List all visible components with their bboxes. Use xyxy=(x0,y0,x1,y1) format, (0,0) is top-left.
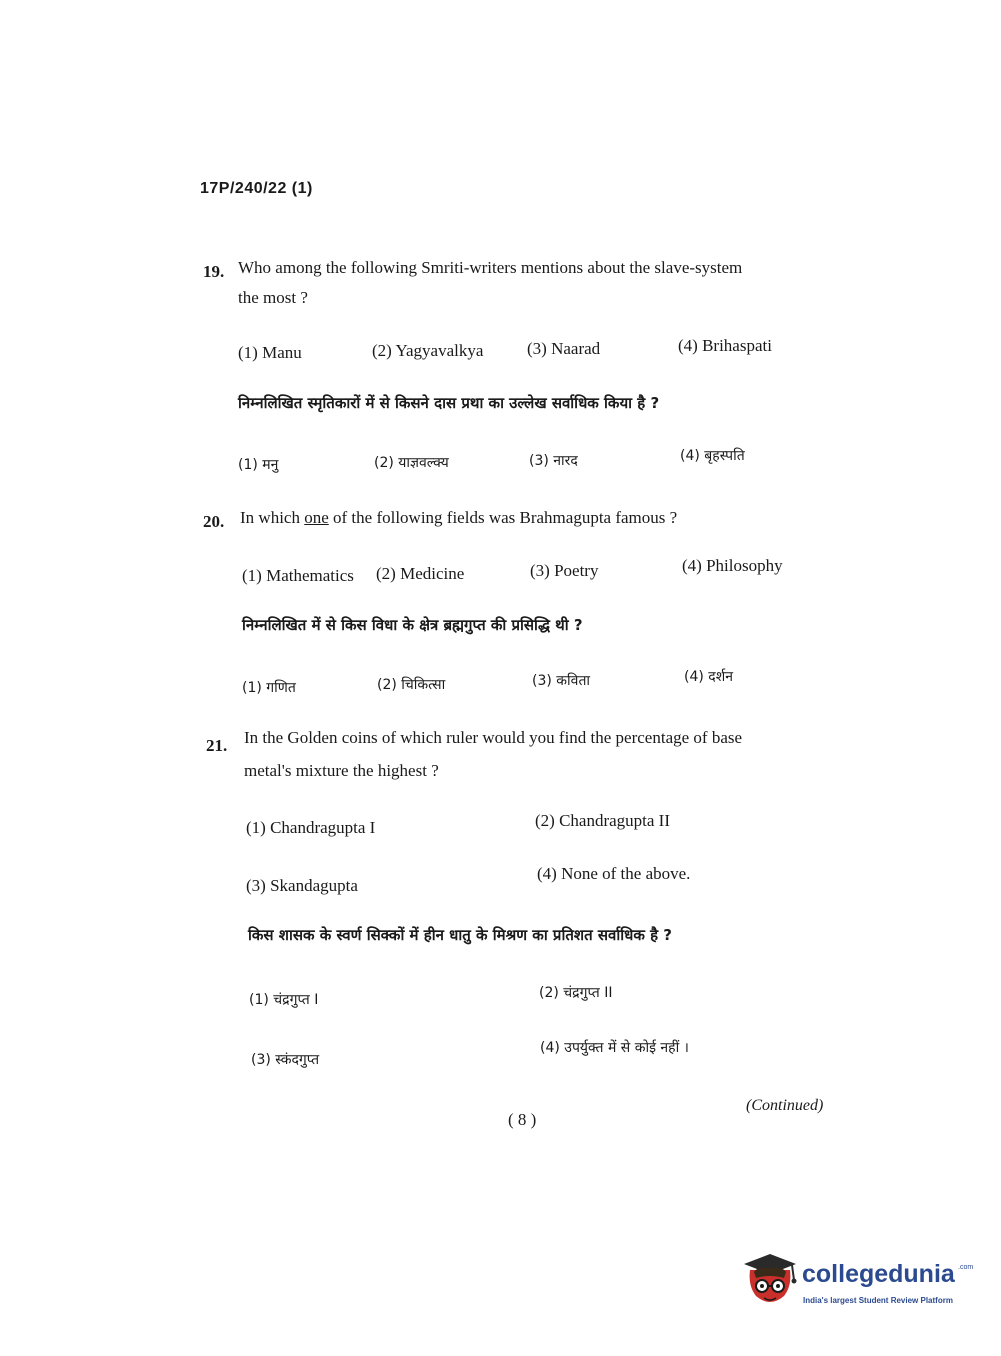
q21-option-1: (1) Chandragupta I xyxy=(246,818,376,837)
q21-option-4: (4) None of the above. xyxy=(537,864,691,883)
q20-option-4: (4) Philosophy xyxy=(682,556,783,575)
question-21-number: 21. xyxy=(206,736,228,755)
logo-domain: .com xyxy=(958,1264,974,1271)
logo-brand-name: collegedunia xyxy=(802,1260,955,1288)
question-21-text-line2: metal's mixture the highest ? xyxy=(244,761,439,780)
q19-option-1: (1) Manu xyxy=(238,343,302,362)
q21-hindi-option-3: (3) स्कंदगुप्त xyxy=(251,1052,320,1068)
question-19-text-line1: Who among the following Smriti-writers mentions about the slave-system xyxy=(238,258,743,277)
question-19-number: 19. xyxy=(203,262,225,281)
q20-option-3: (3) Poetry xyxy=(530,561,599,580)
question-21-hindi-text: किस शासक के स्वर्ण सिक्कों में हीन धातु के मिश्रण का प्रतिशत सर्वाधिक है ? xyxy=(248,926,672,944)
q20-text-post: of the following fields was Brahmagupta famous ? xyxy=(328,508,678,527)
q19-hindi-option-4: (4) बृहस्पति xyxy=(680,448,745,464)
q20-hindi-option-3: (3) कविता xyxy=(532,673,591,689)
q20-hindi-option-1: (1) गणित xyxy=(242,680,296,696)
q19-option-4: (4) Brihaspati xyxy=(678,336,772,355)
q21-option-3: (3) Skandagupta xyxy=(246,876,358,895)
question-19-hindi-text: निम्नलिखित स्मृतिकारों में से किसने दास प्रथा का उल्लेख सर्वाधिक किया है ? xyxy=(238,394,660,412)
question-20-text xyxy=(240,508,677,528)
q20-text-underlined: one xyxy=(304,508,329,527)
question-20-hindi-text: निम्नलिखित में से किस विधा के क्षेत्र ब्रह्मगुप्त की प्रसिद्धि थी ? xyxy=(242,616,583,634)
q20-option-2: (2) Medicine xyxy=(376,564,465,583)
q19-option-2: (2) Yagyavalkya xyxy=(372,341,484,360)
collegedunia-watermark xyxy=(740,1250,974,1320)
paper-code: 17P/240/22 (1) xyxy=(200,180,313,197)
q20-text-pre: In which xyxy=(240,508,305,527)
logo-tagline: India's largest Student Review Platform xyxy=(803,1296,953,1305)
q19-hindi-option-2: (2) याज्ञवल्क्य xyxy=(374,455,449,471)
q19-option-3: (3) Naarad xyxy=(527,339,601,358)
q21-hindi-option-4: (4) उपर्युक्त में से कोई नहीं । xyxy=(540,1040,689,1056)
question-20-number: 20. xyxy=(203,512,225,531)
q20-hindi-option-2: (2) चिकित्सा xyxy=(377,677,446,693)
q20-hindi-option-4: (4) दर्शन xyxy=(684,669,734,685)
q19-hindi-option-3: (3) नारद xyxy=(529,453,578,469)
q21-hindi-option-2: (2) चंद्रगुप्त II xyxy=(539,985,613,1001)
question-21-text-line1: In the Golden coins of which ruler would you find the percentage of base xyxy=(244,728,743,747)
q20-option-1: (1) Mathematics xyxy=(242,566,354,585)
page-number: ( 8 ) xyxy=(508,1110,537,1129)
mascot-icon xyxy=(740,1250,800,1314)
q19-hindi-option-1: (1) मनु xyxy=(238,457,279,473)
q21-option-2: (2) Chandragupta II xyxy=(535,811,671,830)
q21-hindi-option-1: (1) चंद्रगुप्त I xyxy=(249,992,319,1008)
question-19-text-line2: the most ? xyxy=(238,288,308,307)
continued-label: (Continued) xyxy=(746,1097,824,1114)
